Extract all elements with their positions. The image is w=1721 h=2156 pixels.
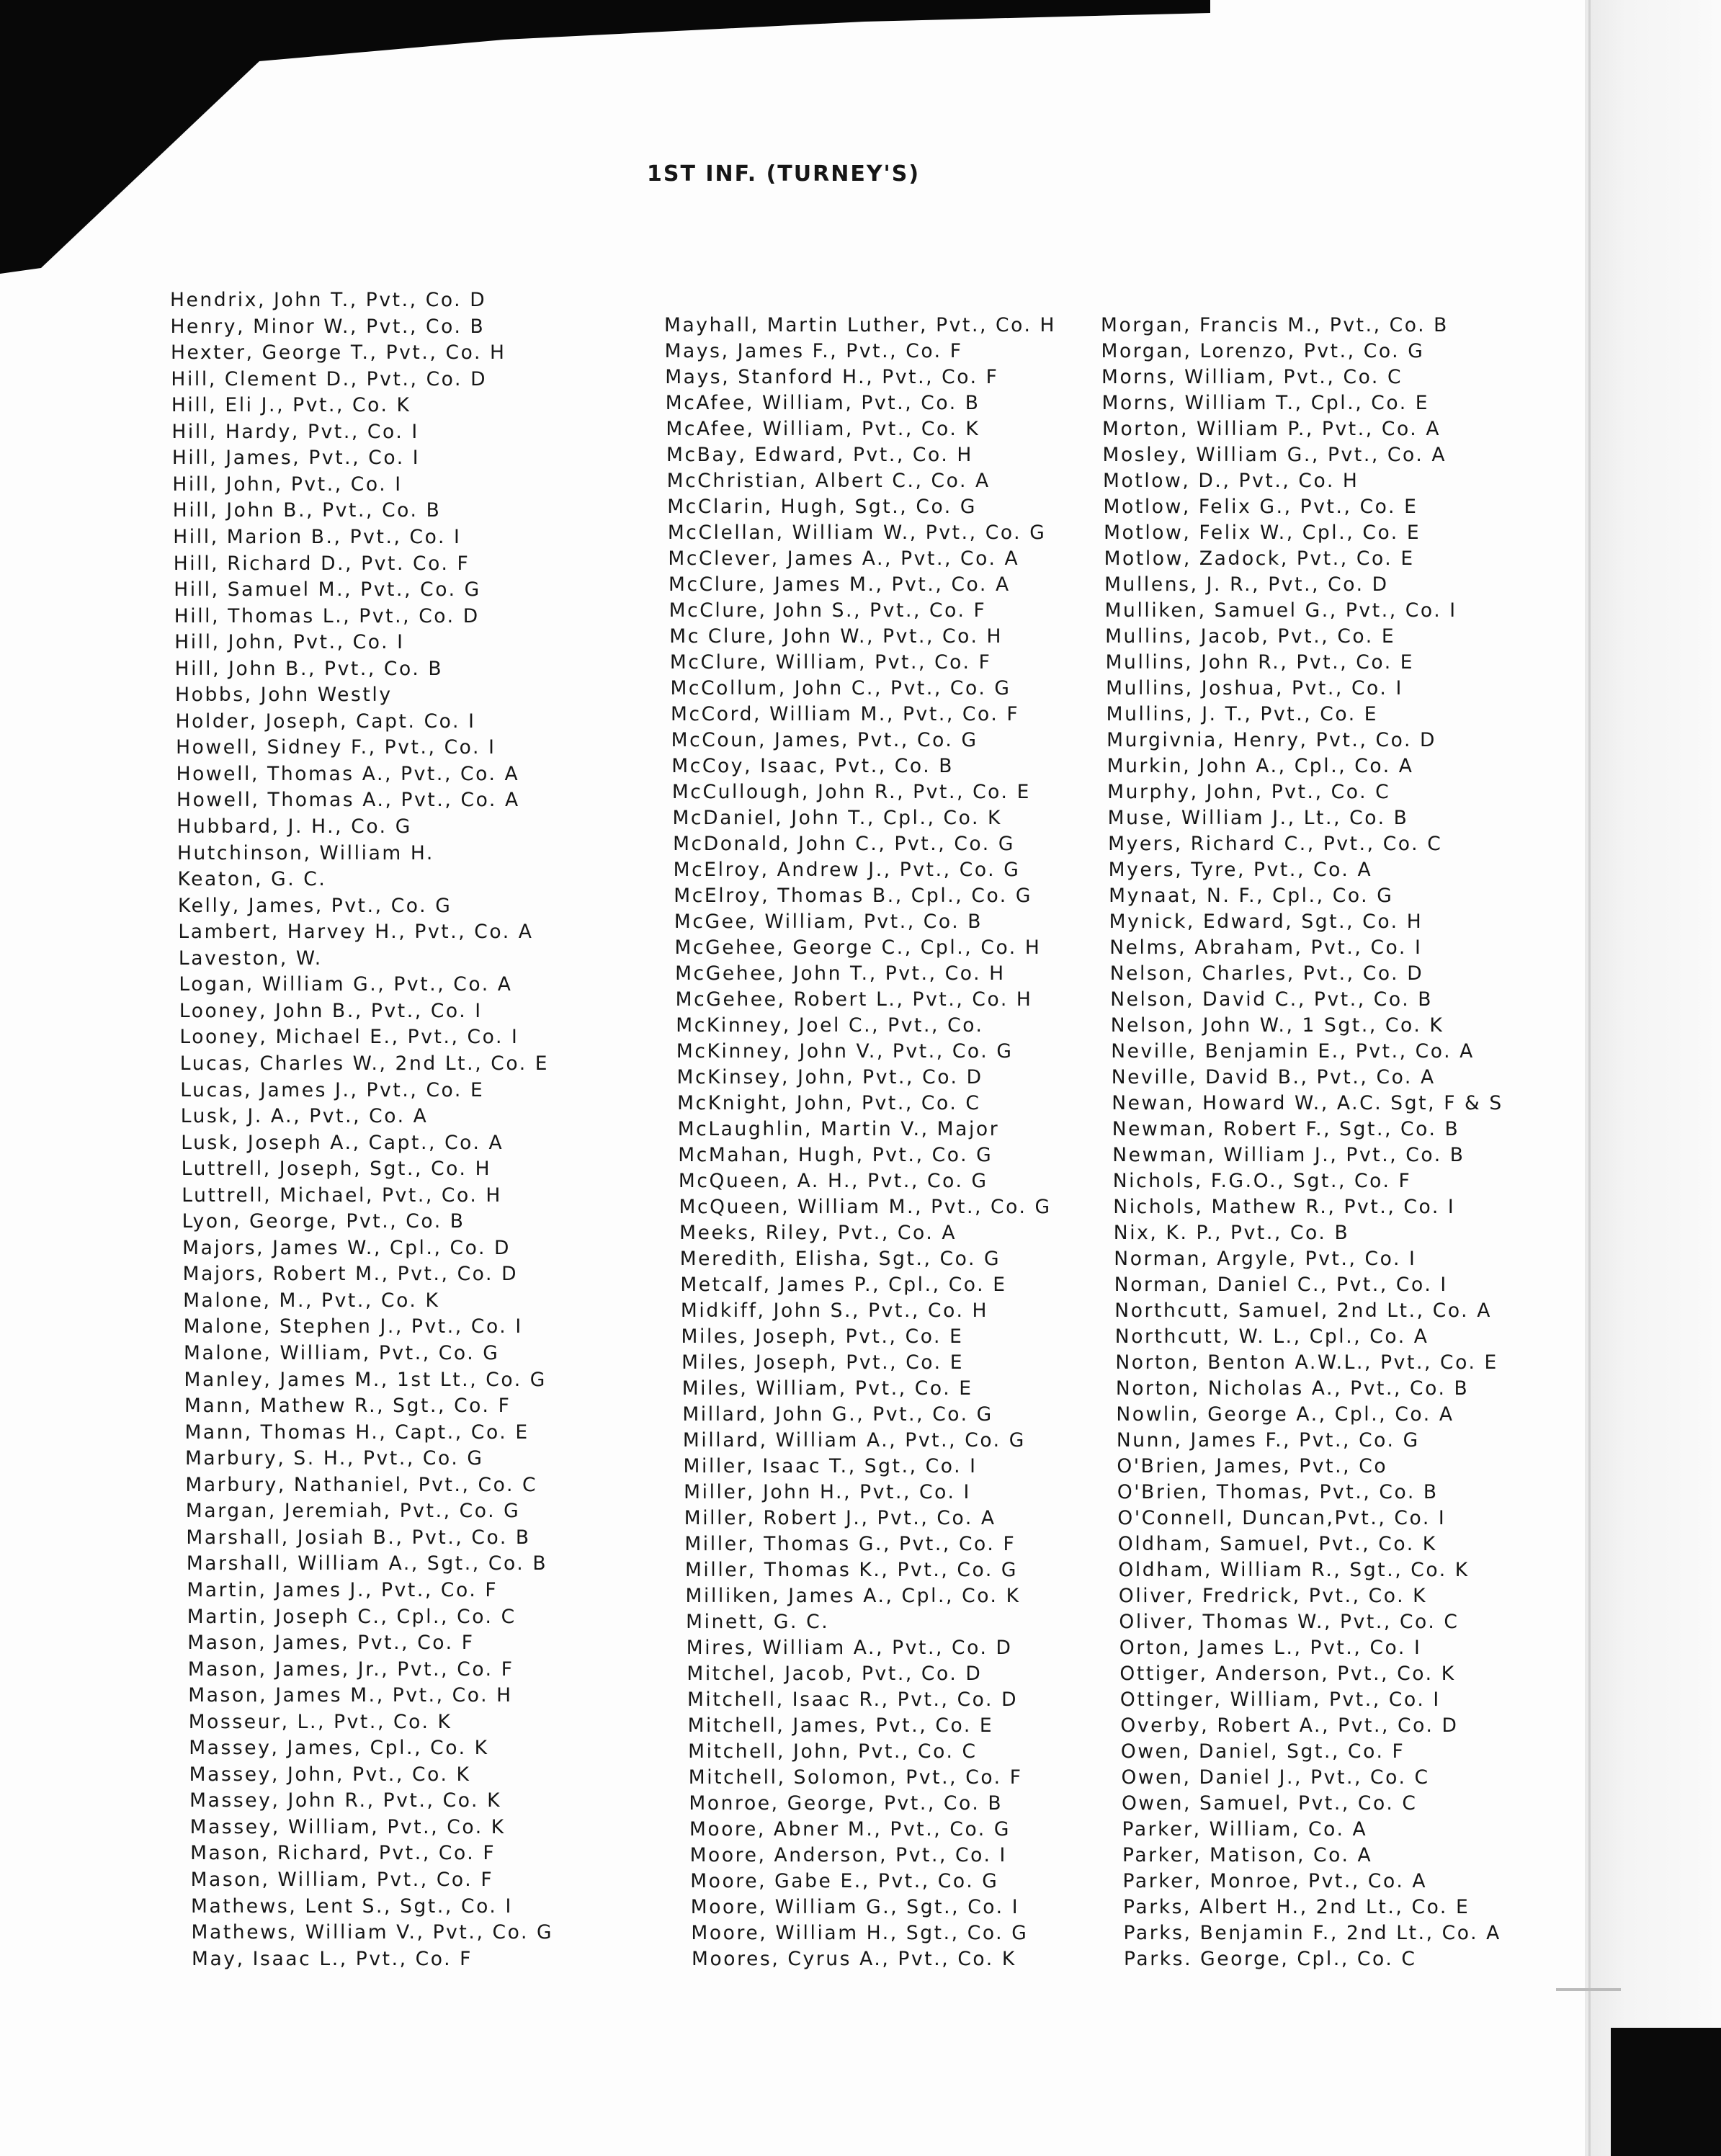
roster-entry: Mosseur, L., Pvt., Co. K [188,1710,452,1733]
roster-entry: Nelson, Charles, Pvt., Co. D [1109,962,1424,985]
roster-entry: Lyon, George, Pvt., Co. B [182,1210,465,1233]
roster-entry: Nichols, F.G.O., Sgt., Co. F [1112,1170,1412,1192]
roster-entry: Mitchell, Solomon, Pvt., Co. F [688,1766,1023,1789]
roster-entry: Mitchel, Jacob, Pvt., Co. D [687,1663,983,1685]
roster-entry: Holder, Joseph, Capt. Co. I [175,710,476,733]
roster-entry: Manley, James M., 1st Lt., Co. G [184,1368,547,1391]
scan-bottom-line [1556,1988,1621,1991]
roster-entry: Nelson, David C., Pvt., Co. B [1110,988,1434,1011]
roster-entry: Mays, James F., Pvt., Co. F [664,340,963,362]
roster-entry: Miles, Joseph, Pvt., Co. E [681,1351,965,1374]
roster-entry: McClever, James A., Pvt., Co. A [668,547,1020,570]
roster-entry: McClellan, William W., Pvt., Co. G [667,522,1047,544]
roster-entry: Owen, Samuel, Pvt., Co. C [1121,1792,1418,1815]
roster-entry: Morgan, Lorenzo, Pvt., Co. G [1101,340,1425,362]
roster-entry: Owen, Daniel J., Pvt., Co. C [1121,1766,1430,1789]
roster-entry: Norton, Nicholas A., Pvt., Co. B [1115,1377,1470,1400]
roster-entry: Norton, Benton A.W.L., Pvt., Co. E [1115,1351,1498,1374]
roster-entry: McAfee, William, Pvt., Co. K [666,418,980,440]
roster-entry: Miller, Thomas G., Pvt., Co. F [684,1533,1016,1555]
roster-entry: Millard, William A., Pvt., Co. G [682,1429,1026,1452]
roster-entry: Parker, William, Co. A [1122,1818,1368,1840]
roster-entry: Malone, William, Pvt., Co. G [184,1342,500,1364]
roster-entry: Meredith, Elisha, Sgt., Co. G [679,1248,1001,1270]
roster-entry: Moore, William G., Sgt., Co. I [690,1896,1020,1918]
roster-entry: Mitchell, James, Pvt., Co. E [687,1714,994,1737]
roster-entry: Hutchinson, William H. [177,841,434,864]
roster-entry: Mann, Thomas H., Capt., Co. E [184,1421,529,1444]
roster-entry: Norman, Argyle, Pvt., Co. I [1114,1248,1417,1270]
roster-entry: Murphy, John, Pvt., Co. C [1107,781,1391,803]
roster-entry: Hill, John, Pvt., Co. I [172,473,403,496]
roster-entry: McKinney, Joel C., Pvt., Co. [676,1014,984,1037]
roster-entry: Nix, K. P., Pvt., Co. B [1113,1222,1350,1244]
roster-entry: O'Connell, Duncan,Pvt., Co. I [1117,1507,1447,1529]
roster-entry: McMahan, Hugh, Pvt., Co. G [678,1144,993,1166]
roster-entry: Morns, William T., Cpl., Co. E [1101,392,1430,414]
roster-entry: Massey, William, Pvt., Co. K [189,1815,506,1838]
roster-entry: McKnight, John, Pvt., Co. C [677,1092,981,1114]
roster-entry: McLaughlin, Martin V., Major [677,1118,1000,1140]
roster-entry: Milliken, James A., Cpl., Co. K [685,1585,1021,1607]
roster-entry: Marbury, Nathaniel, Pvt., Co. C [185,1473,538,1496]
roster-entry: Hill, Richard D., Pvt. Co. F [173,552,470,575]
roster-entry: Nelson, John W., 1 Sgt., Co. K [1110,1014,1444,1037]
roster-entry: Luttrell, Michael, Pvt., Co. H [182,1184,502,1207]
roster-entry: May, Isaac L., Pvt., Co. F [192,1947,473,1970]
roster-entry: Parks. George, Cpl., Co. C [1124,1948,1417,1970]
roster-entry: Morns, William, Pvt., Co. C [1101,366,1403,388]
roster-entry: O'Brien, Thomas, Pvt., Co. B [1117,1481,1439,1503]
roster-entry: McCoy, Isaac, Pvt., Co. B [671,755,955,777]
roster-entry: Hill, James, Pvt., Co. I [171,447,421,470]
roster-entry: McGee, William, Pvt., Co. B [674,911,983,933]
roster-entry: Mires, William A., Pvt., Co. D [686,1637,1013,1659]
roster-entry: Motlow, Felix G., Pvt., Co. E [1103,496,1418,518]
roster-entry: Midkiff, John S., Pvt., Co. H [680,1300,989,1322]
roster-entry: Metcalf, James P., Cpl., Co. E [680,1274,1007,1296]
roster-entry: Murgivnia, Henry, Pvt., Co. D [1107,729,1437,751]
roster-entry: Newan, Howard W., A.C. Sgt, F & S [1112,1092,1503,1114]
roster-entry: Parker, Monroe, Pvt., Co. A [1122,1870,1428,1892]
roster-entry: Looney, John B., Pvt., Co. I [179,999,483,1022]
roster-entry: Motlow, Felix W., Cpl., Co. E [1104,522,1421,544]
roster-entry: Monroe, George, Pvt., Co. B [689,1792,1003,1815]
roster-entry: Mynick, Edward, Sgt., Co. H [1109,911,1423,933]
roster-entry: McGehee, John T., Pvt., Co. H [675,962,1006,985]
roster-entry: Hexter, George T., Pvt., Co. H [170,341,506,364]
roster-entry: Motlow, D., Pvt., Co. H [1103,470,1359,492]
roster-entry: Massey, James, Cpl., Co. K [189,1737,489,1760]
roster-entry: McKinney, John V., Pvt., Co. G [676,1040,1014,1063]
scan-edge-line [1588,0,1591,2156]
roster-entry: Moore, William H., Sgt., Co. G [691,1922,1029,1944]
roster-entry: McCullough, John R., Pvt., Co. E [671,781,1031,803]
roster-entry: Norman, Daniel C., Pvt., Co. I [1114,1274,1448,1296]
roster-entry: Oliver, Fredrick, Pvt., Co. K [1118,1585,1428,1607]
roster-entry: Keaton, G. C. [177,868,327,891]
roster-entry: Moore, Abner M., Pvt., Co. G [689,1818,1011,1840]
roster-entry: Looney, Michael E., Pvt., Co. I [179,1026,519,1049]
roster-entry: Mullins, Jacob, Pvt., Co. E [1105,625,1396,648]
roster-entry: Morgan, Francis M., Pvt., Co. B [1101,314,1449,336]
roster-entry: Lambert, Harvey H., Pvt., Co. A [178,921,534,944]
roster-entry: McChristian, Albert C., Co. A [666,470,991,492]
roster-entry: Massey, John, Pvt., Co. K [189,1763,471,1786]
roster-entry: McClure, John S., Pvt., Co. F [669,599,987,622]
roster-entry: Owen, Daniel, Sgt., Co. F [1120,1740,1405,1763]
roster-entry: Howell, Sidney F., Pvt., Co. I [176,736,496,759]
roster-entry: Oliver, Thomas W., Pvt., Co. C [1119,1611,1460,1633]
roster-entry: Lucas, James J., Pvt., Co. E [180,1078,485,1101]
roster-entry: Mays, Stanford H., Pvt., Co. F [665,366,999,388]
roster-entry: McGehee, George C., Cpl., Co. H [674,936,1042,959]
roster-entry: Hill, Hardy, Pvt., Co. I [171,420,419,443]
roster-entry: Neville, Benjamin E., Pvt., Co. A [1111,1040,1475,1063]
roster-entry: Mason, James, Jr., Pvt., Co. F [187,1658,514,1681]
roster-entry: Miller, Isaac T., Sgt., Co. I [683,1455,978,1477]
roster-entry: Mullins, John R., Pvt., Co. E [1105,651,1415,674]
roster-entry: Parks, Benjamin F., 2nd Lt., Co. A [1123,1922,1501,1944]
roster-entry: Murkin, John A., Cpl., Co. A [1107,755,1414,777]
roster-entry: Majors, Robert M., Pvt., Co. D [182,1263,519,1286]
roster-entry: Mathews, Lent S., Sgt., Co. I [191,1895,513,1918]
roster-entry: Hubbard, J. H., Co. G [176,815,412,838]
roster-entry: Martin, Joseph C., Cpl., Co. C [187,1605,517,1628]
roster-entry: Mullens, J. R., Pvt., Co. D [1104,573,1389,596]
roster-entry: Orton, James L., Pvt., Co. I [1119,1637,1422,1659]
roster-entry: Miles, Joseph, Pvt., Co. E [681,1325,964,1348]
roster-entry: McKinsey, John, Pvt., Co. D [676,1066,983,1088]
roster-entry: Kelly, James, Pvt., Co. G [177,894,452,917]
scan-bottom-blot [1611,2028,1721,2156]
roster-entry: Mynaat, N. F., Cpl., Co. G [1109,885,1394,907]
roster-entry: Howell, Thomas A., Pvt., Co. A [176,789,520,812]
roster-entry: Hobbs, John Westly [175,684,393,707]
roster-entry: Motlow, Zadock, Pvt., Co. E [1104,547,1415,570]
roster-entry: Mullins, Joshua, Pvt., Co. I [1106,677,1403,699]
roster-entry: Newman, Robert F., Sgt., Co. B [1112,1118,1460,1140]
roster-entry: Morton, William P., Pvt., Co. A [1102,418,1441,440]
roster-entry: Martin, James J., Pvt., Co. F [187,1578,499,1601]
roster-entry: Mathews, William V., Pvt., Co. G [191,1921,554,1944]
roster-entry: Millard, John G., Pvt., Co. G [682,1403,993,1426]
roster-entry: McClarin, Hugh, Sgt., Co. G [667,496,977,518]
page-title: 1ST INF. (TURNEY'S) [647,161,921,187]
roster-entry: McClure, James M., Pvt., Co. A [669,573,1011,596]
roster-entry: Mitchell, John, Pvt., Co. C [688,1740,978,1763]
roster-entry: Miller, Robert J., Pvt., Co. A [684,1507,996,1529]
roster-entry: Henry, Minor W., Pvt., Co. B [170,315,486,338]
roster-entry: Luttrell, Joseph, Sgt., Co. H [181,1158,492,1181]
roster-entry: Hill, Marion B., Pvt., Co. I [173,525,462,548]
roster-entry: Lusk, J. A., Pvt., Co. A [180,1105,429,1128]
roster-entry: Mosley, William G., Pvt., Co. A [1102,444,1447,466]
roster-entry: Myers, Richard C., Pvt., Co. C [1108,833,1443,855]
roster-entry: Hill, John, Pvt., Co. I [174,631,405,654]
roster-entry: Newman, William J., Pvt., Co. B [1112,1144,1465,1166]
roster-entry: McAfee, William, Pvt., Co. B [665,392,980,414]
roster-entry: Northcutt, Samuel, 2nd Lt., Co. A [1114,1300,1492,1322]
roster-entry: Hill, Samuel M., Pvt., Co. G [174,578,481,601]
roster-entry: McClure, William, Pvt., Co. F [669,651,992,674]
roster-entry: Hendrix, John T., Pvt., Co. D [170,289,487,311]
roster-entry: Neville, David B., Pvt., Co. A [1111,1066,1436,1088]
roster-entry: Majors, James W., Cpl., Co. D [182,1236,511,1259]
roster-entry: Mulliken, Samuel G., Pvt., Co. I [1104,599,1457,622]
roster-entry: Ottinger, William, Pvt., Co. I [1119,1688,1441,1711]
roster-entry: Mullins, J. T., Pvt., Co. E [1106,703,1379,725]
roster-entry: McElroy, Thomas B., Cpl., Co. G [674,885,1032,907]
roster-entry: Parker, Matison, Co. A [1122,1844,1373,1866]
roster-entry: Oldham, Samuel, Pvt., Co. K [1117,1533,1437,1555]
roster-entry: Moore, Gabe E., Pvt., Co. G [690,1870,999,1892]
roster-entry: Malone, M., Pvt., Co. K [183,1289,440,1312]
roster-entry: Mason, James M., Pvt., Co. H [188,1684,513,1707]
roster-entry: Nunn, James F., Pvt., Co. G [1116,1429,1420,1452]
roster-entry: Mason, James, Pvt., Co. F [187,1632,475,1655]
roster-entry: McGehee, Robert L., Pvt., Co. H [675,988,1033,1011]
roster-entry: McCoun, James, Pvt., Co. G [671,729,978,751]
roster-entry: Logan, William G., Pvt., Co. A [179,973,513,996]
roster-entry: Moores, Cyrus A., Pvt., Co. K [692,1948,1016,1970]
roster-entry: Hill, Eli J., Pvt., Co. K [171,394,411,417]
roster-entry: McElroy, Andrew J., Pvt., Co. G [673,859,1021,881]
roster-entry: Malone, Stephen J., Pvt., Co. I [183,1315,523,1338]
roster-entry: Lusk, Joseph A., Capt., Co. A [181,1131,504,1154]
roster-entry: McDaniel, John T., Cpl., Co. K [672,807,1002,829]
roster-entry: Hill, Clement D., Pvt., Co. D [171,367,488,390]
roster-entry: Ottiger, Anderson, Pvt., Co. K [1119,1663,1456,1685]
roster-entry: Nowlin, George A., Cpl., Co. A [1116,1403,1454,1426]
roster-entry: Nelms, Abraham, Pvt., Co. I [1109,936,1423,959]
roster-entry: McCollum, John C., Pvt., Co. G [670,677,1011,699]
roster-entry: Laveston, W. [178,947,323,970]
roster-entry: Muse, William J., Lt., Co. B [1107,807,1409,829]
roster-entry: Hill, John B., Pvt., Co. B [172,499,442,522]
roster-entry: Overby, Robert A., Pvt., Co. D [1120,1714,1459,1737]
roster-entry: Hill, Thomas L., Pvt., Co. D [174,604,480,627]
roster-entry: Mason, Richard, Pvt., Co. F [190,1842,496,1865]
roster-entry: Howell, Thomas A., Pvt., Co. A [176,762,520,785]
roster-entry: Margan, Jeremiah, Pvt., Co. G [185,1500,521,1523]
roster-entry: Miller, John H., Pvt., Co. I [684,1481,971,1503]
roster-entry: Lucas, Charles W., 2nd Lt., Co. E [179,1052,550,1075]
roster-entry: Myers, Tyre, Pvt., Co. A [1108,859,1373,881]
roster-entry: Mann, Mathew R., Sgt., Co. F [184,1395,511,1418]
roster-entry: Mitchell, Isaac R., Pvt., Co. D [687,1688,1019,1711]
roster-entry: Miles, William, Pvt., Co. E [681,1377,973,1400]
roster-entry: McQueen, A. H., Pvt., Co. G [678,1170,988,1192]
roster-entry: O'Brien, James, Pvt., Co [1117,1455,1388,1477]
roster-entry: Mason, William, Pvt., Co. F [190,1869,494,1891]
scan-page-edge [1585,0,1721,2156]
roster-entry: Mayhall, Martin Luther, Pvt., Co. H [664,314,1057,336]
roster-entry: Hill, John B., Pvt., Co. B [174,657,444,680]
roster-entry: Marbury, S. H., Pvt., Co. G [184,1447,484,1470]
roster-entry: Marshall, William A., Sgt., Co. B [186,1552,548,1575]
roster-entry: Meeks, Riley, Pvt., Co. A [679,1222,957,1244]
roster-entry: Minett, G. C. [686,1611,830,1633]
roster-entry: Moore, Anderson, Pvt., Co. I [689,1844,1007,1866]
roster-entry: Parks, Albert H., 2nd Lt., Co. E [1122,1896,1470,1918]
roster-entry: McDonald, John C., Pvt., Co. G [673,833,1015,855]
roster-entry: Miller, Thomas K., Pvt., Co. G [684,1559,1019,1581]
roster-entry: Nichols, Mathew R., Pvt., Co. I [1113,1196,1456,1218]
roster-entry: McBay, Edward, Pvt., Co. H [666,444,973,466]
roster-entry: Oldham, William R., Sgt., Co. K [1118,1559,1470,1581]
roster-entry: Massey, John R., Pvt., Co. K [189,1789,502,1812]
scan-corner-shadow [0,0,1225,288]
roster-entry: Marshall, Josiah B., Pvt., Co. B [186,1526,531,1549]
roster-entry: McCord, William M., Pvt., Co. F [671,703,1020,725]
roster-entry: Northcutt, W. L., Cpl., Co. A [1114,1325,1429,1348]
roster-entry: Mc Clure, John W., Pvt., Co. H [669,625,1003,648]
roster-entry: McQueen, William M., Pvt., Co. G [679,1196,1052,1218]
